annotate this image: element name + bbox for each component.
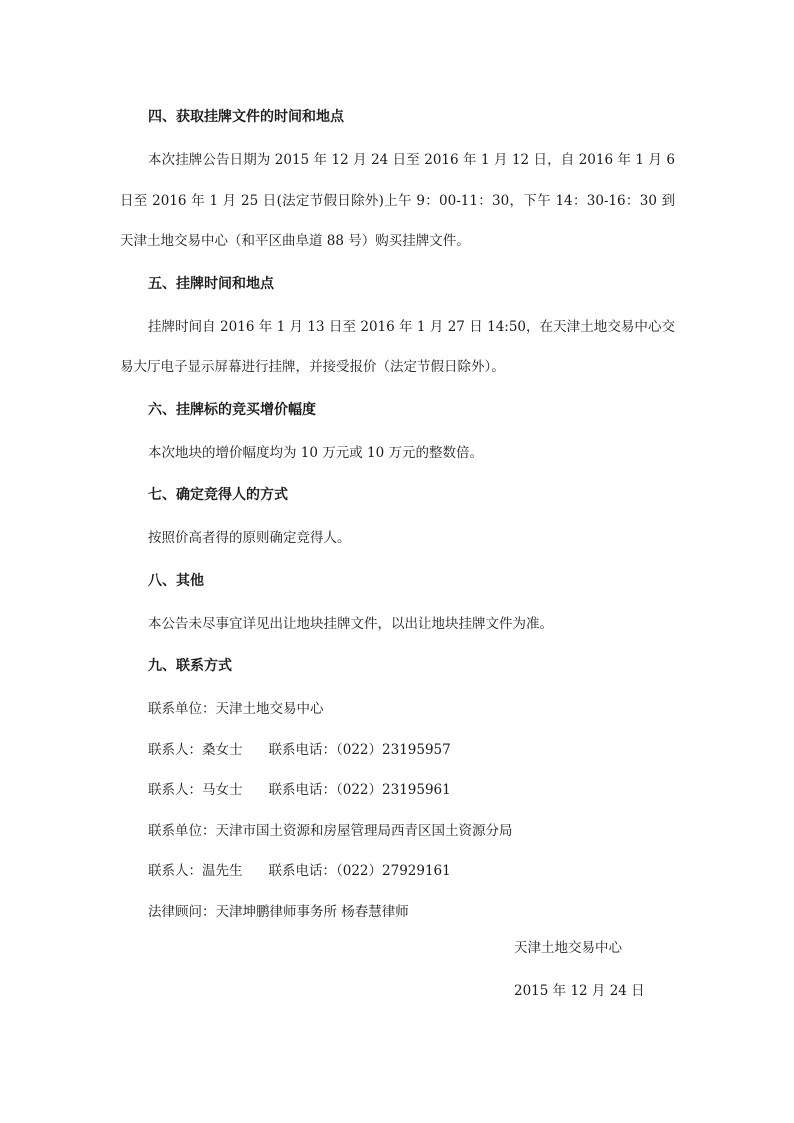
signature-date: 2015 年 12 月 24 日 <box>514 983 645 999</box>
contact-name-3: 联系人：温先生 <box>148 863 243 879</box>
contact-person-2 <box>120 770 675 811</box>
contact-name-2: 联系人：马女士 <box>148 782 243 798</box>
section-body-5: 挂牌时间自 2016 年 1 月 13 日至 2016 年 1 月 27 日 14:50，在天津土地交易中心交易大厅电子显示屏幕进行挂牌，并接受报价（法定节假日除外）。 <box>120 318 675 375</box>
section-body-6: 本次地块的增价幅度均为 10 万元或 10 万元的整数倍。 <box>148 444 484 461</box>
contact-person-1 <box>120 730 675 771</box>
legal-counsel: 法律顾问：天津坤鹏律师事务所 杨春慧律师 <box>148 903 409 920</box>
contact-phone-3: 联系电话：（022）27929161 <box>268 863 451 879</box>
contact-person-3 <box>120 851 675 892</box>
contact-phone-2: 联系电话：（022）23195961 <box>268 782 451 798</box>
section-heading-8: 八、其他 <box>148 572 204 589</box>
section-body-4: 本次挂牌公告日期为 2015 年 12 月 24 日至 2016 年 1 月 12 日，自 2016 年 1 月 6 日至 2016 年 1 月 25 日(法定节假日除外)上午 9：00-11：30，下午 14：30-16：30 到天津土地交易中心（和平区曲阜道 88 号）购买挂牌文件。 <box>120 152 675 249</box>
contact-name-1: 联系人：桑女士 <box>148 741 243 758</box>
section-body-8: 本公告未尽事宜详见出让地块挂牌文件，以出让地块挂牌文件为准。 <box>148 615 553 632</box>
contact-phone-1: 联系电话：（022）23195957 <box>268 741 451 758</box>
section-heading-6: 六、挂牌标的竞买增价幅度 <box>148 401 316 418</box>
document-body <box>120 105 675 932</box>
section-heading-9: 九、联系方式 <box>148 658 232 674</box>
signature-org: 天津土地交易中心 <box>514 940 622 956</box>
contact-unit-2: 联系单位：天津市国土资源和房屋管理局西青区国土资源分局 <box>148 822 513 839</box>
section-heading-7: 七、确定竞得人的方式 <box>148 487 288 503</box>
section-body-7: 按照价高者得的原则确定竞得人。 <box>148 530 351 546</box>
section-heading-4: 四、获取挂牌文件的时间和地点 <box>148 109 344 125</box>
contact-unit-1: 联系单位：天津土地交易中心 <box>148 701 324 717</box>
section-heading-5: 五、挂牌时间和地点 <box>148 275 274 292</box>
